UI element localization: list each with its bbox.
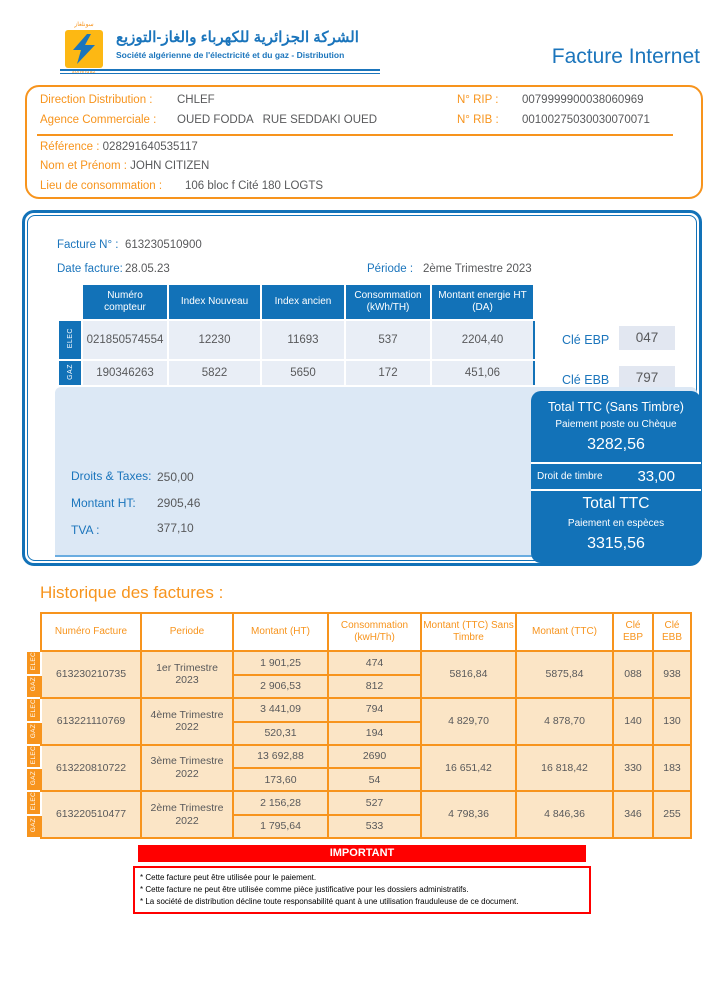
col-header-numero-compteur: Numéro compteur — [82, 284, 168, 320]
elec-row-label: ELEC — [58, 320, 82, 360]
history-elec-cons: 2690 — [328, 745, 421, 769]
history-cle-ebp: 346 — [613, 791, 653, 838]
history-cle-ebb: 938 — [653, 651, 691, 698]
history-gaz-label: GAZ — [26, 768, 41, 791]
history-gaz-label: GAZ — [26, 722, 41, 745]
paiement-poste-label: Paiement poste ou Chèque — [555, 419, 677, 430]
history-row-elec — [26, 698, 691, 722]
elec-index-new: 12230 — [168, 320, 261, 360]
logo-arabic-text: سونلغاز — [74, 22, 94, 28]
history-cle-ebp: 088 — [613, 651, 653, 698]
gaz-row-label: GAZ — [58, 360, 82, 386]
gaz-amount: 451,06 — [431, 360, 534, 386]
history-table — [25, 612, 692, 839]
history-ttc: 4 846,36 — [516, 791, 613, 838]
history-ttc: 16 818,42 — [516, 745, 613, 792]
direction-label: Direction Distribution : — [40, 94, 153, 106]
important-note-2: * Cette facture ne peut être utilisée comme pièce justificative pour les dossiers administratifs. — [140, 885, 469, 894]
lieu-value: 106 bloc f Cité 180 LOGTS — [185, 180, 324, 192]
history-row-elec — [26, 651, 691, 675]
elec-meter-number: 021850574554 — [82, 320, 168, 360]
montant-ht-value: 2905,46 — [157, 496, 201, 510]
cle-ebp-label: Clé EBP — [562, 333, 610, 347]
history-gaz-ht: 520,31 — [233, 722, 328, 745]
lieu-label: Lieu de consommation : — [40, 180, 163, 192]
history-period: 1er Trimestre 2023 — [141, 651, 233, 698]
agence-value: OUED FODDA RUE SEDDAKI OUED — [177, 114, 378, 126]
meter-row-gaz — [58, 360, 534, 386]
important-note-1: * Cette facture peut être utilisée pour le paiement. — [140, 873, 317, 882]
droit-de-timbre-value: 33,00 — [637, 468, 675, 485]
rip-label: N° RIP : — [457, 94, 499, 106]
history-invoice-number: 613220810722 — [41, 745, 141, 792]
history-gaz-cons: 533 — [328, 815, 421, 838]
history-gaz-label: GAZ — [26, 815, 41, 838]
col-header-montant-ttc: Montant (TTC) — [516, 613, 613, 651]
meter-stub-header — [58, 284, 82, 320]
col-header-index-ancien: Index ancien — [261, 284, 345, 320]
name-value: JOHN CITIZEN — [130, 160, 210, 172]
history-gaz-cons: 194 — [328, 722, 421, 745]
history-gaz-ht: 2 906,53 — [233, 675, 328, 698]
company-names — [116, 28, 406, 60]
gaz-meter-number: 190346263 — [82, 360, 168, 386]
montant-ht-label: Montant HT: — [71, 496, 136, 510]
customer-box-divider — [37, 134, 673, 136]
periode-value: 2ème Trimestre 2023 — [423, 263, 532, 275]
customer-info-box — [25, 85, 703, 199]
total-ttc-value: 3315,56 — [587, 535, 645, 552]
history-elec-cons: 794 — [328, 698, 421, 722]
gaz-index-new: 5822 — [168, 360, 261, 386]
col-header-consommation-hist: Consommation (kwH/Th) — [328, 613, 421, 651]
header-divider — [60, 69, 380, 74]
reference-label: Référence : — [40, 141, 100, 153]
history-cle-ebp: 140 — [613, 698, 653, 745]
gaz-index-old: 5650 — [261, 360, 345, 386]
history-elec-label: ELEC — [26, 698, 41, 722]
paiement-especes-label: Paiement en espèces — [567, 518, 665, 529]
history-elec-cons: 474 — [328, 651, 421, 675]
agence-label: Agence Commerciale : — [40, 114, 157, 126]
history-elec-ht: 3 441,09 — [233, 698, 328, 722]
history-cle-ebb: 130 — [653, 698, 691, 745]
history-period: 3ème Trimestre 2022 — [141, 745, 233, 792]
droits-taxes-value: 250,00 — [157, 470, 194, 484]
reference-value: 028291640535117 — [102, 141, 198, 153]
history-elec-cons: 527 — [328, 791, 421, 815]
tva-value: 377,10 — [157, 521, 194, 535]
sonelgaz-logo-icon — [65, 30, 103, 68]
history-cle-ebp: 330 — [613, 745, 653, 792]
cle-ebb-label: Clé EBB — [562, 373, 610, 387]
history-elec-label: ELEC — [26, 651, 41, 675]
meter-readings-table — [57, 283, 535, 387]
company-name-french: Société algérienne de l'électricité et du gaz - Distribution — [116, 50, 345, 60]
col-header-montant-ttc-st: Montant (TTC) Sans Timbre — [421, 613, 516, 651]
cle-ebb-value: 797 — [619, 366, 675, 390]
elec-amount: 2204,40 — [431, 320, 534, 360]
history-ttc-sans-timbre: 5816,84 — [421, 651, 516, 698]
important-banner: IMPORTANT — [138, 845, 586, 862]
name-label: Nom et Prénom : — [40, 160, 127, 172]
col-header-consommation: Consommation (kWh/TH) — [345, 284, 431, 320]
history-row-elec — [26, 791, 691, 815]
tva-label: TVA : — [71, 523, 100, 537]
droit-de-timbre-label: Droit de timbre — [537, 471, 603, 482]
elec-consumption: 537 — [345, 320, 431, 360]
col-header-periode: Periode — [141, 613, 233, 651]
facture-number-label: Facture N° : — [57, 239, 119, 251]
history-gaz-cons: 812 — [328, 675, 421, 698]
col-header-montant-ht: Montant (HT) — [233, 613, 328, 651]
history-period: 2ème Trimestre 2022 — [141, 791, 233, 838]
history-gaz-ht: 173,60 — [233, 768, 328, 791]
history-elec-ht: 13 692,88 — [233, 745, 328, 769]
totals-divider-2 — [531, 489, 701, 491]
history-ttc-sans-timbre: 4 829,70 — [421, 698, 516, 745]
periode-label: Période : — [367, 263, 414, 275]
meter-row-elec — [58, 320, 534, 360]
elec-index-old: 11693 — [261, 320, 345, 360]
total-ttc-title: Total TTC — [582, 495, 650, 512]
history-cle-ebb: 255 — [653, 791, 691, 838]
history-elec-ht: 2 156,28 — [233, 791, 328, 815]
page-title: Facture Internet — [551, 45, 700, 68]
col-header-cle-ebb: Clé EBB — [653, 613, 691, 651]
col-header-index-nouveau: Index Nouveau — [168, 284, 261, 320]
cle-ebp-value: 047 — [619, 326, 675, 350]
col-header-numero-facture: Numéro Facture — [41, 613, 141, 651]
gaz-consumption: 172 — [345, 360, 431, 386]
history-ttc: 4 878,70 — [516, 698, 613, 745]
meter-table-header-row — [58, 284, 534, 320]
history-row-elec — [26, 745, 691, 769]
total-ttc-sans-timbre-title: Total TTC (Sans Timbre) — [548, 400, 684, 414]
date-value: 28.05.23 — [125, 263, 170, 275]
history-invoice-number: 613230210735 — [41, 651, 141, 698]
history-elec-label: ELEC — [26, 791, 41, 815]
rib-value: 00100275030030070071 — [522, 114, 650, 126]
history-section-title: Historique des factures : — [40, 583, 224, 602]
history-cle-ebb: 183 — [653, 745, 691, 792]
company-name-arabic: الشركة الجزائرية للكهرباء والغاز-التوزيع — [116, 29, 359, 46]
col-header-cle-ebp: Clé EBP — [613, 613, 653, 651]
history-header-row — [26, 613, 691, 651]
totals-box — [531, 391, 701, 563]
history-elec-ht: 1 901,25 — [233, 651, 328, 675]
history-invoice-number: 613221110769 — [41, 698, 141, 745]
droit-de-timbre-row — [531, 464, 701, 487]
history-period: 4ème Trimestre 2022 — [141, 698, 233, 745]
company-logo — [62, 22, 106, 75]
rip-value: 0079999900038060969 — [522, 94, 644, 106]
history-ttc-sans-timbre: 16 651,42 — [421, 745, 516, 792]
droits-taxes-label: Droits & Taxes: — [71, 469, 152, 483]
history-ttc-sans-timbre: 4 798,36 — [421, 791, 516, 838]
history-gaz-cons: 54 — [328, 768, 421, 791]
total-ttc-sans-timbre-value: 3282,56 — [587, 436, 645, 453]
history-elec-label: ELEC — [26, 745, 41, 769]
col-header-montant-energie: Montant energie HT (DA) — [431, 284, 534, 320]
important-note-3: * La société de distribution décline toute responsabilité quant à une utilisation frauduleuse de ce document. — [140, 897, 519, 906]
history-ttc: 5875,84 — [516, 651, 613, 698]
facture-number-value: 613230510900 — [125, 239, 202, 251]
important-notes-box — [133, 866, 591, 914]
date-label: Date facture: — [57, 263, 123, 275]
history-stub-header — [26, 613, 41, 651]
history-invoice-number: 613220510477 — [41, 791, 141, 838]
invoice-detail-box — [22, 210, 702, 566]
direction-value: CHLEF — [177, 94, 215, 106]
lightning-bolt-icon — [70, 34, 98, 64]
history-gaz-label: GAZ — [26, 675, 41, 698]
rib-label: N° RIB : — [457, 114, 499, 126]
logo-brand-text: sonelgaz — [71, 69, 96, 75]
history-gaz-ht: 1 795,64 — [233, 815, 328, 838]
